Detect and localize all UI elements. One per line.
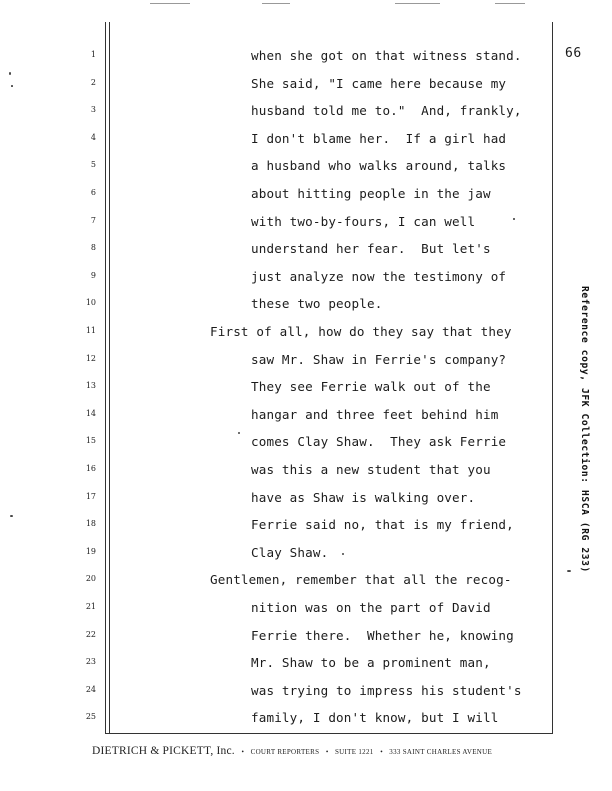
transcript-line: nition was on the part of David [251, 600, 491, 615]
line-number: 24 [85, 684, 96, 694]
footer-address: 333 SAINT CHARLES AVENUE [389, 748, 493, 756]
line-number: 13 [85, 381, 96, 391]
archive-stamp: Reference copy, JFK Collection: HSCA (RG 233) [579, 286, 590, 573]
transcript-line: hangar and three feet behind him [251, 406, 499, 422]
line-number: 12 [85, 353, 96, 363]
line-number: 5 [90, 160, 96, 170]
transcript-line: these two people. [251, 296, 383, 312]
footer-service: COURT REPORTERS [250, 748, 320, 756]
line-number: 17 [85, 491, 96, 501]
line-number: 18 [85, 519, 96, 529]
scan-speck [10, 515, 13, 517]
transcript-line: a husband who walks around, talks [251, 158, 507, 174]
transcript-line: was trying to impress his student's [251, 682, 522, 698]
transcript-line: family, I don't know, but I will [251, 710, 499, 726]
scan-speck [513, 218, 515, 220]
line-number: 7 [90, 215, 96, 225]
scan-speck [567, 570, 571, 572]
line-number: 4 [90, 132, 96, 142]
line-number: 6 [90, 188, 96, 197]
scan-speck [11, 85, 13, 87]
transcript-line: Clay Shaw. [251, 544, 329, 560]
transcript-line: She said, "I came here because my [251, 75, 507, 91]
scan-speck [9, 72, 11, 75]
transcript-line: Ferrie said no, that is my friend, [251, 517, 514, 533]
transcript-line: Ferrie there. Whether he, knowing [251, 627, 514, 643]
line-number: 23 [85, 657, 96, 667]
line-number: 8 [90, 243, 96, 253]
margin-rule-inner [109, 22, 110, 734]
margin-rule-outer [105, 22, 106, 734]
scan-speck [342, 553, 344, 555]
transcript-line: have as Shaw is walking over. [251, 489, 476, 505]
line-number: 16 [85, 464, 96, 473]
page-number: 66 [565, 46, 582, 61]
footer [92, 745, 552, 757]
line-number: 3 [90, 105, 96, 115]
transcript-line: was this a new student that you [251, 462, 491, 477]
footer-suite: SUITE 1221 [334, 748, 374, 756]
transcript-line: when she got on that witness stand. [251, 48, 522, 63]
line-number: 25 [85, 712, 96, 722]
transcript-line: They see Ferrie walk out of the [251, 379, 491, 395]
line-number: 9 [90, 270, 96, 280]
line-number: 11 [85, 326, 96, 335]
line-number: 15 [85, 436, 96, 446]
line-number: 20 [85, 574, 96, 584]
transcript-line: husband told me to." And, frankly, [251, 103, 522, 119]
line-number: 21 [85, 602, 96, 611]
footer-separator: • [380, 748, 383, 756]
line-number: 22 [85, 629, 96, 639]
footer-company: DIETRICH & PICKETT, Inc. [92, 745, 235, 757]
footer-separator: • [325, 748, 329, 756]
margin-rule-right [552, 22, 553, 734]
transcript-line: about hitting people in the jaw [251, 186, 491, 201]
line-number: 19 [85, 546, 96, 556]
line-number: 14 [85, 408, 96, 418]
footer-separator: • [241, 748, 244, 756]
transcript-line: just analyze now the testimony of [251, 268, 507, 284]
bottom-rule [105, 733, 553, 734]
transcript-line: I don't blame her. If a girl had [251, 130, 507, 146]
transcript-line: with two-by-fours, I can well [251, 213, 476, 229]
transcript-line: Mr. Shaw to be a prominent man, [251, 655, 491, 671]
transcript-line: understand her fear. But let's [251, 241, 491, 257]
line-number: 1 [90, 50, 96, 59]
transcript-line: saw Mr. Shaw in Ferrie's company? [251, 351, 507, 367]
line-number: 2 [90, 77, 96, 87]
scan-speck [238, 432, 240, 434]
transcript-line: Gentlemen, remember that all the recog- [210, 572, 512, 588]
line-number: 10 [85, 298, 96, 308]
transcript-line: First of all, how do they say that they [210, 324, 512, 339]
transcript-line: comes Clay Shaw. They ask Ferrie [251, 434, 507, 450]
